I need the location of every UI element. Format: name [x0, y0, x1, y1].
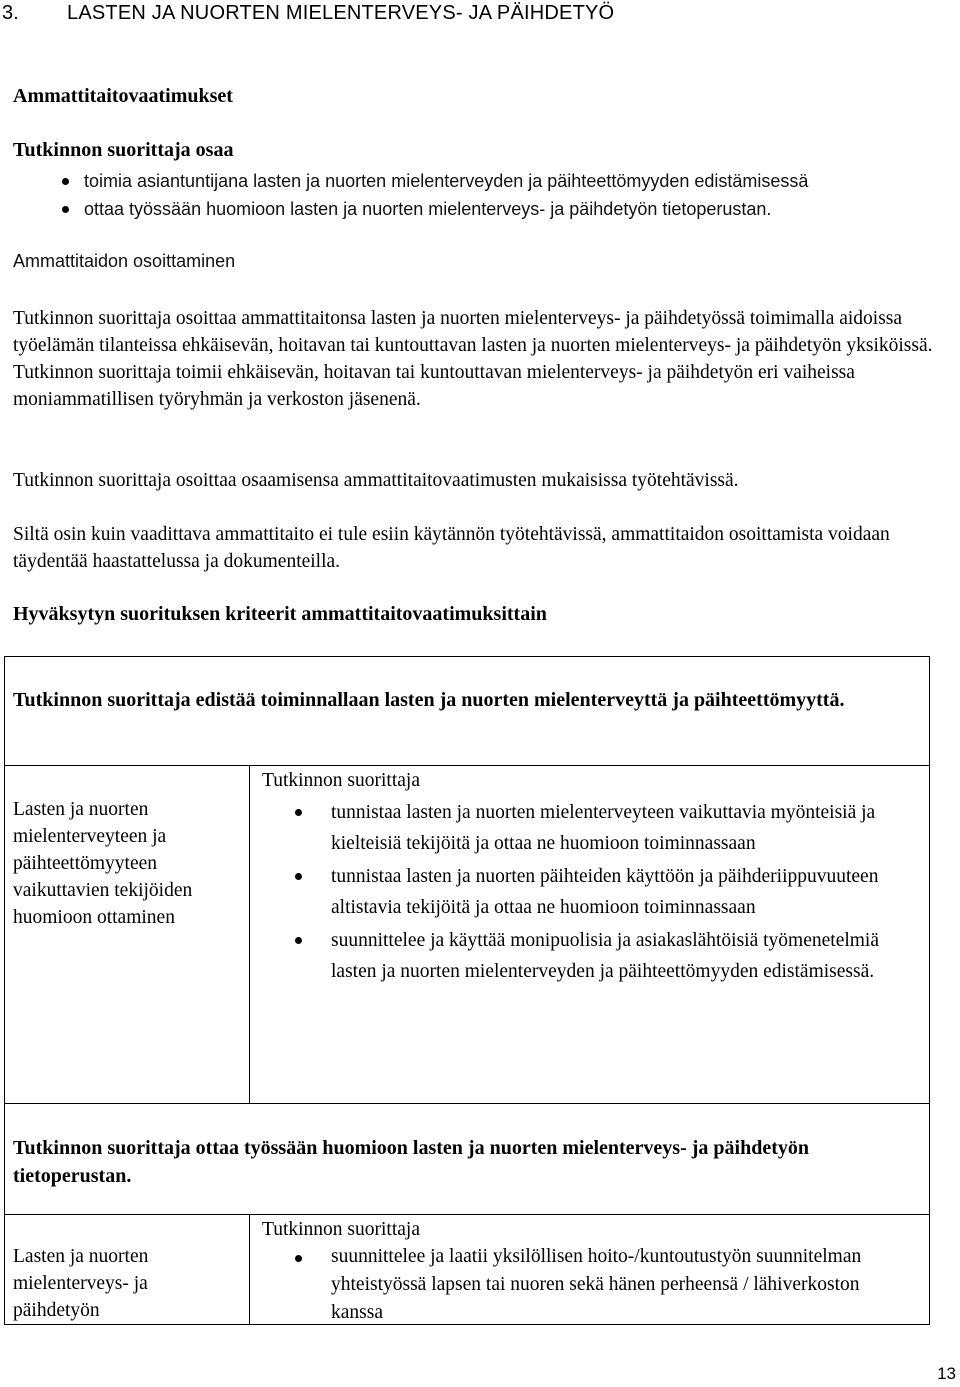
table-border [4, 1103, 930, 1104]
demonstration-paragraph: Siltä osin kuin vaadittava ammattitaito ei tule esiin käytännön työtehtävissä, ammattitaidon osoittamista voidaan täydentää haastattelussa ja dokumenteilla. [13, 524, 890, 572]
table-border [4, 656, 5, 1104]
page-number: 13 [937, 1364, 956, 1383]
criteria-target: Lasten ja nuorten mielenterveyteen ja päihteettömyyteen vaikuttavien tekijöiden huomioon ottaminen [13, 799, 193, 928]
demonstration-paragraph: Tutkinnon suorittaja osoittaa osaamisensa ammattitaitovaatimusten mukaisissa työtehtävissä. [13, 470, 739, 491]
criteria-target: Lasten ja nuorten mielenterveys- ja päihdetyön [13, 1246, 149, 1321]
table-border [249, 765, 250, 1104]
table-border [4, 765, 930, 766]
list-item: ottaa työssään huomioon lasten ja nuorten mielenterveys- ja päihdetyön tietoperustan. [13, 195, 953, 223]
list-item: suunnittelee ja laatii yksilöllisen hoito-/kuntoutustyön suunnitelman yhteistyössä lapsen tai nuoren sekä hänen perheensä / lähiverkoston kanssa [262, 1243, 862, 1327]
chapter-title: LASTEN JA NUORTEN MIELENTERVEYS- JA PÄIHDETYÖ [67, 2, 615, 24]
demonstration-title: Ammattitaidon osoittaminen [13, 251, 236, 271]
requirements-lead: Tutkinnon suorittaja osaa [13, 139, 234, 161]
criteria-title: Hyväksytyn suorituksen kriteerit ammattitaitovaatimuksittain [13, 603, 547, 625]
criteria-detail [262, 767, 922, 989]
requirements-list [13, 167, 953, 223]
list-item: tunnistaa lasten ja nuorten päihteiden käyttöön ja päihderiippuvuuteen altistavia tekijöitä ja ottaa ne huomioon toiminnassaan [262, 861, 922, 923]
list-item: tunnistaa lasten ja nuorten mielenterveyteen vaikuttavia myönteisiä ja kielteisiä tekijöitä ja ottaa ne huomioon toiminnassaan [262, 797, 922, 859]
list-item: toimia asiantuntijana lasten ja nuorten mielenterveyden ja päihteettömyyden edistämisessä [13, 167, 953, 195]
demonstration-paragraph: Tutkinnon suorittaja osoittaa ammattitaitonsa lasten ja nuorten mielenterveys- ja päihdetyössä toimimalla aidoissa työelämän tilanteissa ehkäisevän, hoitavan tai kuntouttavan lasten ja nuorten mielenterveys- ja päihdetyön yksiköissä. Tutkinnon suorittaja toimii ehkäisevän, hoitavan tai kuntouttavan mielenterveys- ja päihdetyön eri vaiheissa moniammatillisen työryhmän ja verkoston jäsenenä. [13, 308, 933, 410]
table-border [4, 656, 930, 657]
criteria-heading: Tutkinnon suorittaja ottaa työssään huomioon lasten ja nuorten mielenterveys- ja päihdetyön tietoperustan. [13, 1137, 809, 1187]
criteria-heading: Tutkinnon suorittaja edistää toiminnallaan lasten ja nuorten mielenterveyttä ja päihteettömyyttä. [13, 689, 845, 711]
table-border [4, 1214, 930, 1215]
table-border [249, 1214, 250, 1325]
criteria-detail [262, 1216, 922, 1329]
chapter-number: 3. [2, 2, 19, 24]
table-border [929, 656, 930, 1104]
criteria-lead: Tutkinnon suorittaja [262, 770, 420, 791]
list-item: suunnittelee ja käyttää monipuolisia ja asiakaslähtöisiä työmenetelmiä lasten ja nuorten mielenterveyden ja päihteettömyyden edistämisessä. [262, 925, 922, 987]
requirements-title: Ammattitaitovaatimukset [13, 85, 233, 107]
criteria-lead: Tutkinnon suorittaja [262, 1219, 420, 1240]
